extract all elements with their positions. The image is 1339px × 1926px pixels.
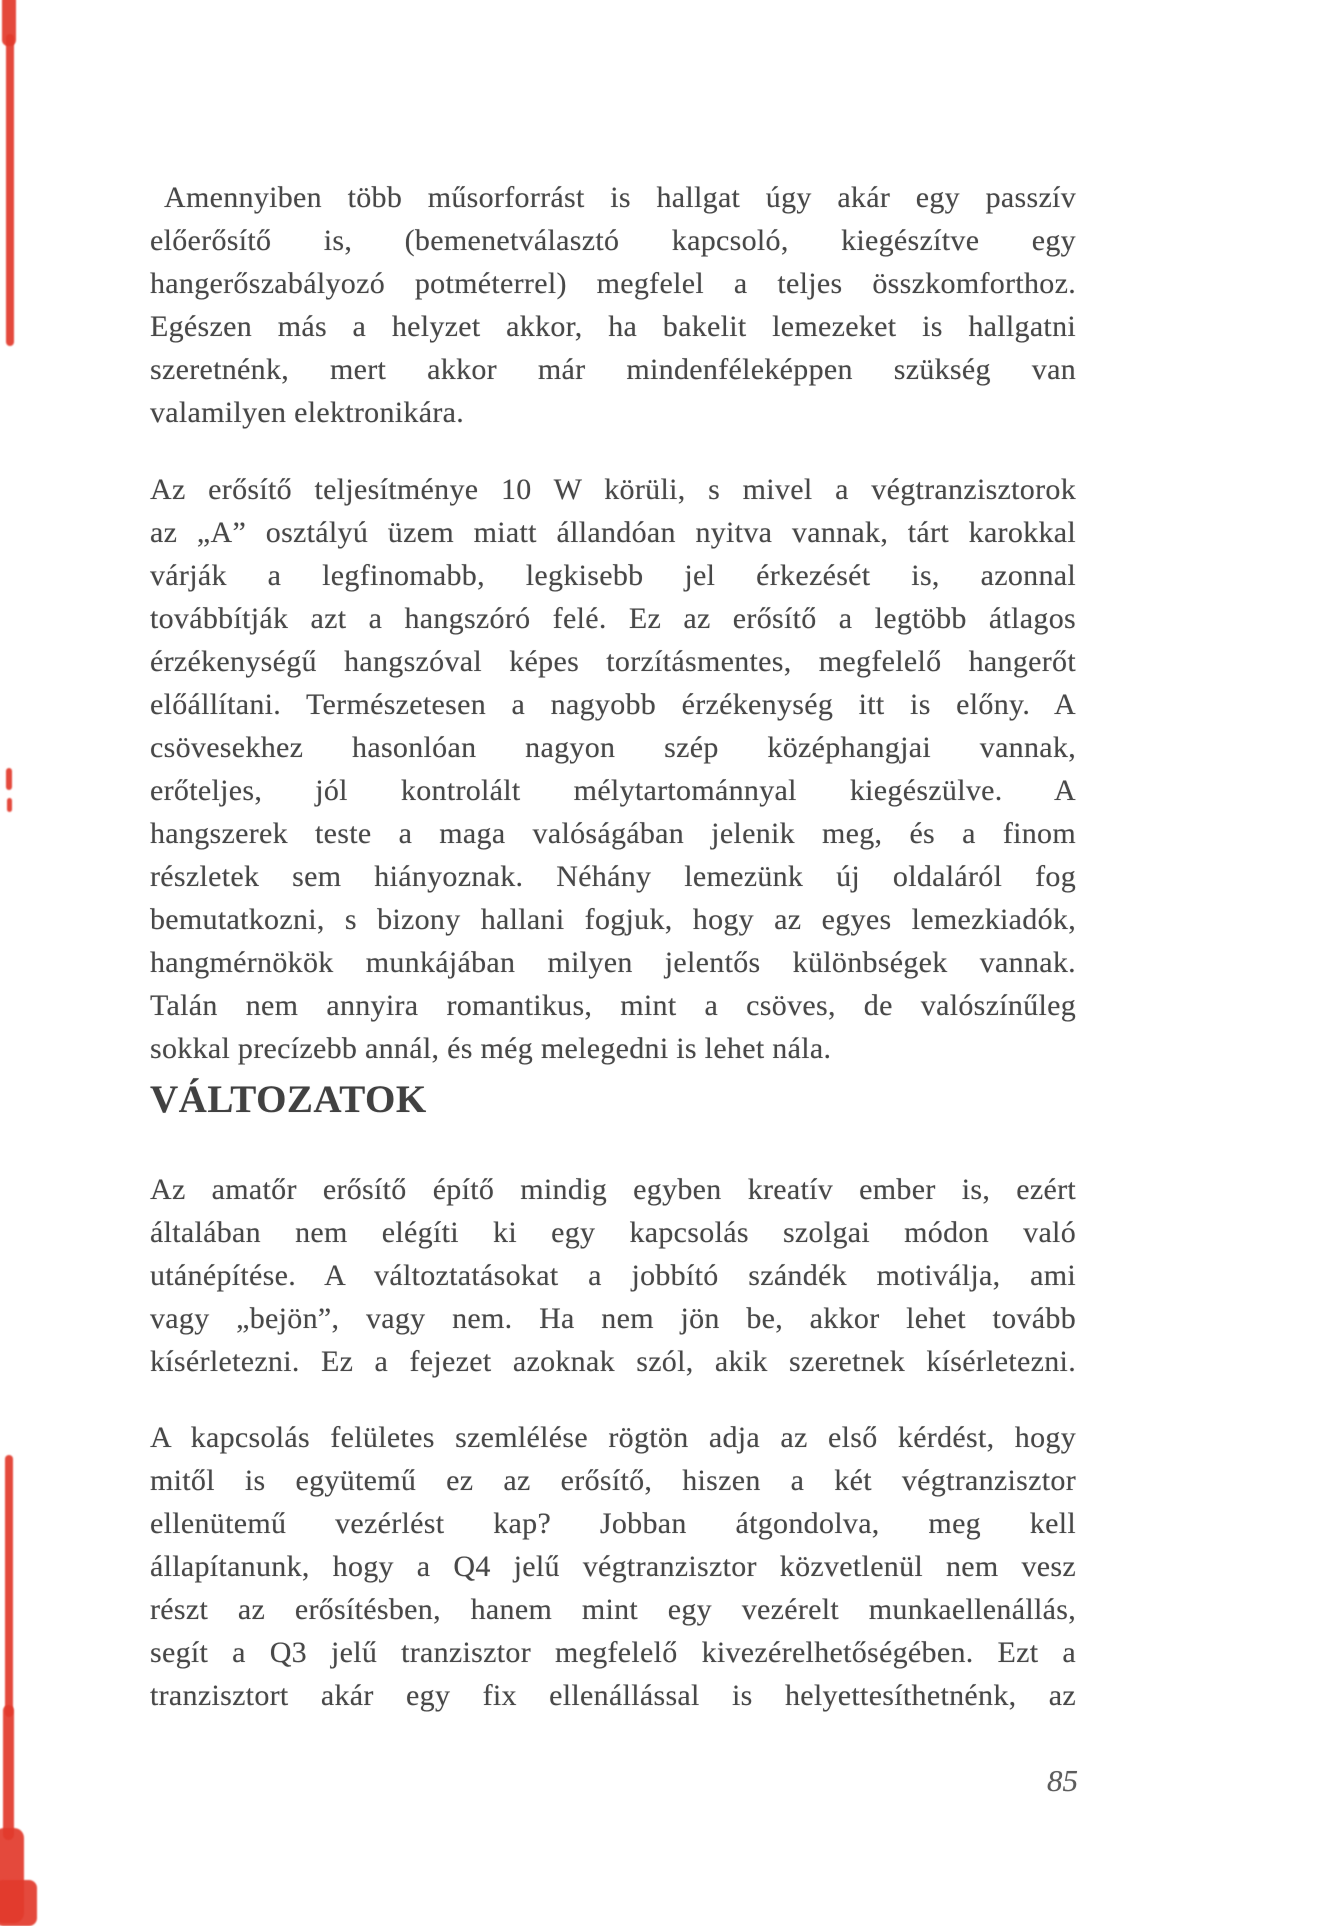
text-line: csövesekhez hasonlóan nagyon szép középhangjai vannak, — [150, 731, 1076, 764]
paragraph-1 — [150, 176, 1076, 434]
text-line: bemutatkozni, s bizony hallani fogjuk, hogy az egyes lemezkiadók, — [150, 903, 1076, 936]
text-line: Egészen más a helyzet akkor, ha bakelit lemezeket is hallgatni — [150, 310, 1076, 343]
text-line: mitől is együtemű ez az erősítő, hiszen a két végtranzisztor — [150, 1464, 1076, 1497]
red-ink-mark-bottom-corner — [0, 1880, 37, 1926]
red-ink-mark-mid-dash — [6, 768, 12, 790]
text-line: A kapcsolás felületes szemlélése rögtön adja az első kérdést, hogy — [150, 1421, 1076, 1454]
text-line: várják a legfinomabb, legkisebb jel érkezését is, azonnal — [150, 559, 1076, 592]
text-line: segít a Q3 jelű tranzisztor megfelelő kivezérelhetőségében. Ezt a — [150, 1636, 1076, 1669]
page-number: 85 — [1047, 1763, 1078, 1798]
text-line: sokkal precízebb annál, és még melegedni is lehet nála. — [150, 1032, 832, 1065]
text-line: utánépítése. A változtatásokat a jobbító szándék motiválja, ami — [150, 1259, 1076, 1292]
text-line: erőteljes, jól kontrolált mélytartománnyal kiegészülve. A — [150, 774, 1076, 807]
text-line: hangszerek teste a maga valóságában jelenik meg, és a finom — [150, 817, 1076, 850]
text-line: Talán nem annyira romantikus, mint a csöves, de valószínűleg — [150, 989, 1076, 1022]
text-line: tranzisztort akár egy fix ellenállással is helyettesíthetnénk, az — [150, 1679, 1076, 1712]
text-line: Amennyiben több műsorforrást is hallgat úgy akár egy passzív — [164, 181, 1076, 214]
red-ink-mark-bottom-streak — [5, 1455, 13, 1717]
text-line: Az amatőr erősítő építő mindig egyben kreatív ember is, ezért — [150, 1173, 1076, 1206]
paragraph-2 — [150, 468, 1076, 1070]
text-line: érzékenységű hangszóval képes torzításmentes, megfelelő hangerőt — [150, 645, 1076, 678]
text-line: továbbítják azt a hangszóró felé. Ez az erősítő a legtöbb átlagos — [150, 602, 1076, 635]
text-line: hangerőszabályozó potméterrel) megfelel a teljes összkomforthoz. — [150, 267, 1076, 300]
section-heading: VÁLTOZATOK — [150, 1078, 427, 1121]
text-line: vagy „bejön”, vagy nem. Ha nem jön be, akkor lehet tovább — [150, 1302, 1076, 1335]
text-line: hangmérnökök munkájában milyen jelentős különbségek vannak. — [150, 946, 1076, 979]
text-line: részletek sem hiányoznak. Néhány lemezünk új oldaláról fog — [150, 860, 1076, 893]
red-ink-mark-top-streak — [6, 34, 14, 346]
text-line: előállítani. Természetesen a nagyobb érzékenység itt is előny. A — [150, 688, 1076, 721]
red-ink-mark-bottom-streak — [3, 1705, 14, 1840]
text-line: valamilyen elektronikára. — [150, 396, 465, 429]
text-line: részt az erősítésben, hanem mint egy vezérelt munkaellenállás, — [150, 1593, 1076, 1626]
text-line: előerősítő is, (bemenetválasztó kapcsoló, kiegészítve egy — [150, 224, 1076, 257]
text-line: kísérletezni. Ez a fejezet azoknak szól, akik szeretnek kísérletezni. — [150, 1345, 1076, 1378]
text-line: állapítanunk, hogy a Q4 jelű végtranzisztor közvetlenül nem vesz — [150, 1550, 1076, 1583]
paragraph-3 — [150, 1168, 1076, 1383]
text-line: általában nem elégíti ki egy kapcsolás szolgai módon való — [150, 1216, 1076, 1249]
text-line: az „A” osztályú üzem miatt állandóan nyitva vannak, tárt karokkal — [150, 516, 1076, 549]
text-line: szeretnénk, mert akkor már mindenféleképpen szükség van — [150, 353, 1076, 386]
text-line: Az erősítő teljesítménye 10 W körüli, s mivel a végtranzisztorok — [150, 473, 1076, 506]
red-ink-mark-mid-dash — [7, 798, 12, 812]
paragraph-4 — [150, 1416, 1076, 1717]
text-line: ellenütemű vezérlést kap? Jobban átgondolva, meg kell — [150, 1507, 1076, 1540]
